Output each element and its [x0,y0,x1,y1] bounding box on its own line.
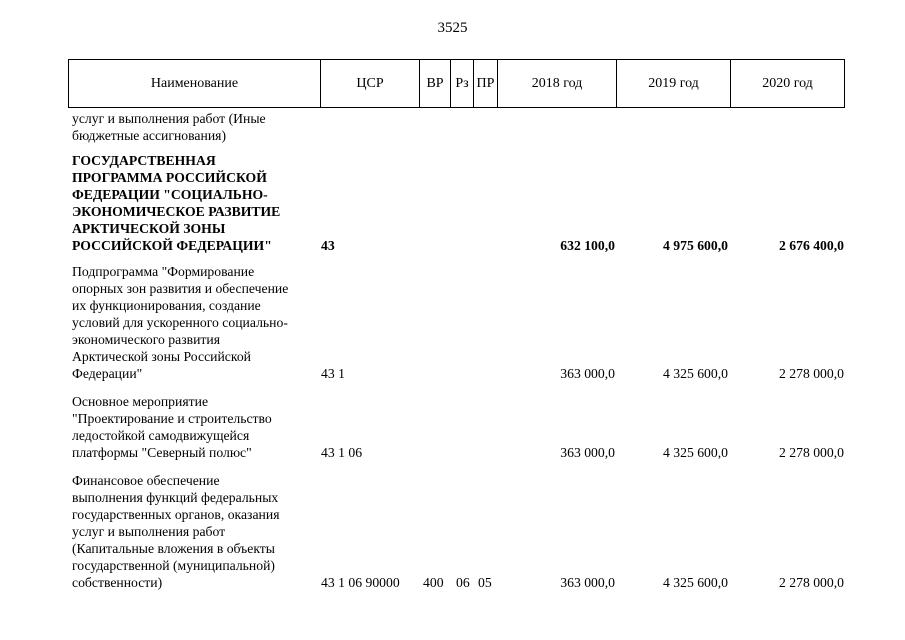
row-name [72,110,315,144]
row-name-line: их функционирования, создание [72,298,261,313]
row-name-line: ПРОГРАММА РОССИЙСКОЙ [72,170,267,185]
row-2018: 632 100,0 [560,238,615,253]
row-name-line: государственных органов, оказания [72,507,280,522]
row-name-line: бюджетные ассигнования) [72,128,227,143]
row-2018: 363 000,0 [560,445,615,460]
row-csr: 43 1 06 90000 [321,575,400,590]
header-rz: Рз [455,76,469,91]
row-name-line: платформы "Северный полюс" [72,445,252,460]
row-name-line: ЭКОНОМИЧЕСКОЕ РАЗВИТИЕ [72,204,281,219]
table-header [68,59,845,108]
row-2019: 4 975 600,0 [662,238,728,253]
header-csr: ЦСР [356,76,384,91]
row-name [72,393,315,461]
row-name-line: экономического развития [72,332,220,347]
row-name-line: ледостойкой самодвижущейся [72,428,250,443]
row-2018: 363 000,0 [560,575,615,590]
header-pr: ПР [476,76,495,91]
row-csr: 43 1 06 [321,445,363,460]
row-name-line: опорных зон развития и обеспечение [72,281,289,296]
header-2020: 2020 год [762,76,813,91]
row-name [72,263,315,382]
row-name-line: АРКТИЧЕСКОЙ ЗОНЫ [72,221,226,236]
row-name [72,152,315,254]
row-name-line: выполнения функций федеральных [72,490,279,505]
row-2020: 2 676 400,0 [778,238,844,253]
row-2020: 2 278 000,0 [778,575,844,590]
row-2019: 4 325 600,0 [662,575,728,590]
row-name-line: Финансовое обеспечение [72,473,220,488]
row-csr: 43 1 [321,366,345,381]
row-2020: 2 278 000,0 [778,366,844,381]
row-name-line: Федерации" [72,366,143,381]
header-vr: ВР [426,76,444,91]
row-name-line: Арктической зоны Российской [72,349,251,364]
row-name-line: услуг и выполнения работ (Иные [72,111,266,126]
row-name [72,472,315,591]
page-number: 3525 [437,20,468,36]
row-name-line: ФЕДЕРАЦИИ "СОЦИАЛЬНО- [72,187,268,202]
row-name-line: ГОСУДАРСТВЕННАЯ [72,153,216,168]
row-name-line: государственной (муниципальной) [72,558,275,573]
header-name: Наименование [150,76,239,91]
header-2018: 2018 год [531,76,583,91]
row-vr: 400 [423,575,444,590]
row-2020: 2 278 000,0 [778,445,844,460]
row-name-line: Подпрограмма "Формирование [72,264,255,279]
row-name-line: РОССИЙСКОЙ ФЕДЕРАЦИИ" [72,238,272,253]
row-name-line: услуг и выполнения работ [72,524,226,539]
row-pr: 05 [478,575,492,590]
row-name-line: собственности) [72,575,163,590]
row-2018: 363 000,0 [560,366,615,381]
row-name-line: (Капитальные вложения в объекты [72,541,275,556]
row-name-line: условий для ускоренного социально- [72,315,288,330]
header-2019: 2019 год [648,76,699,91]
row-csr: 43 [321,238,335,253]
row-2019: 4 325 600,0 [662,445,728,460]
row-name-line: Основное мероприятие [72,394,209,409]
row-2019: 4 325 600,0 [662,366,728,381]
row-rz: 06 [456,575,470,590]
row-name-line: "Проектирование и строительство [72,411,272,426]
